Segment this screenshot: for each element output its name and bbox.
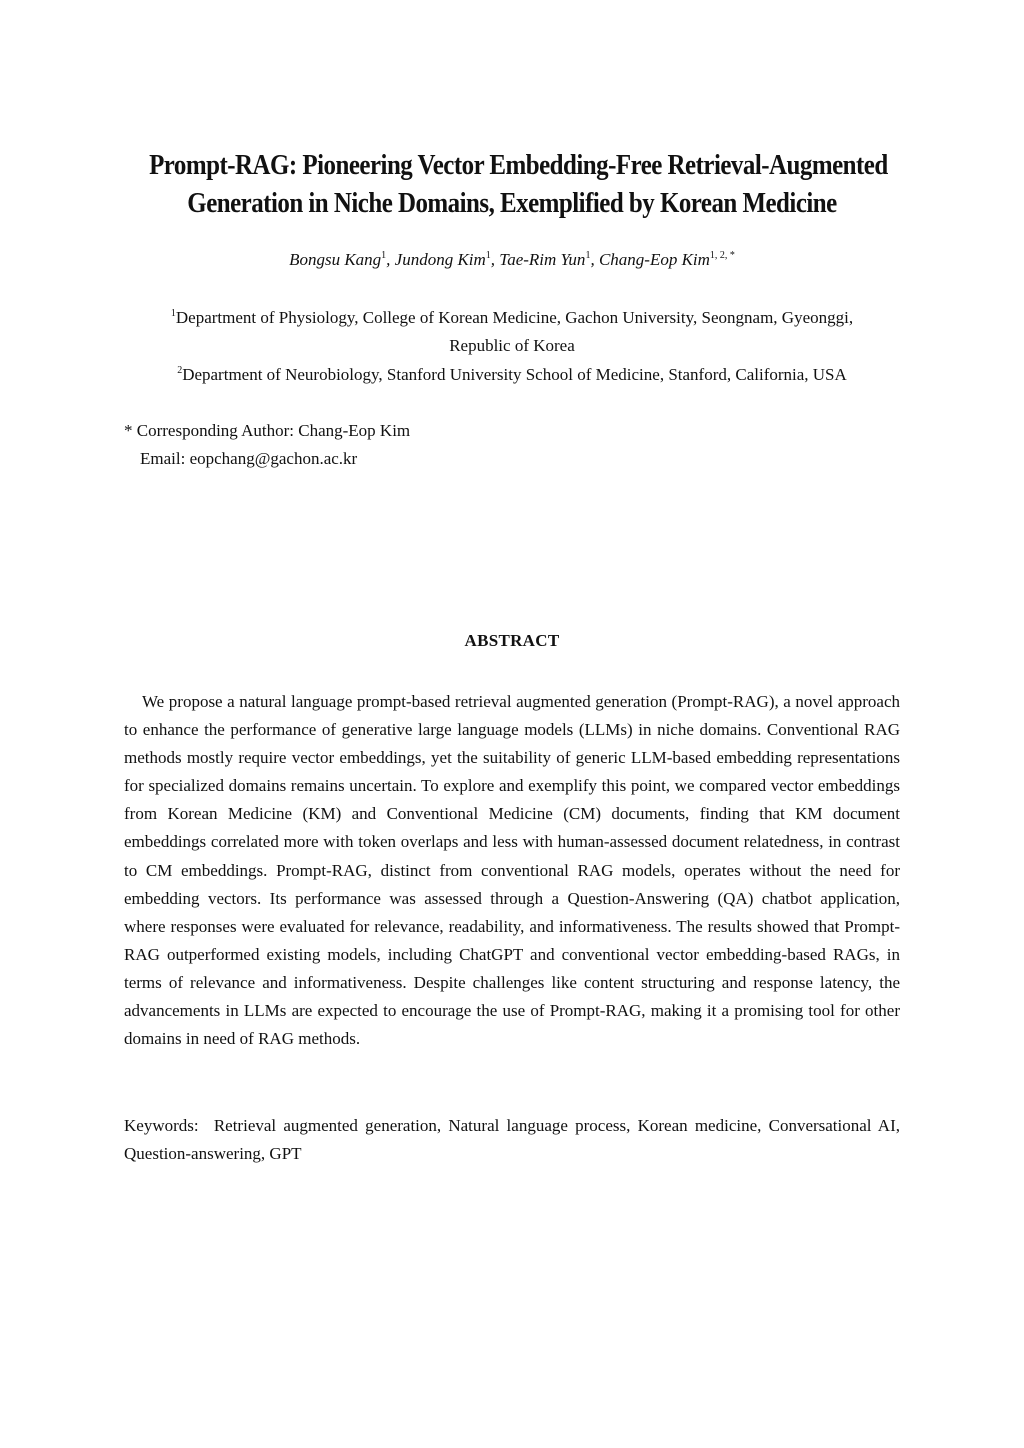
abstract-text: We propose a natural language prompt-based retrieval augmented generation (Prompt-RAG), a novel approach to enhance the performance of generative large language models (LLMs) in niche domains. Conventional RAG methods mostly require vector embeddings, yet the suitability of generic LLM-based embedding representations for specialized domains remains uncertain. To explore and exemplify this point, we compared vector embeddings from Korean Medicine (KM) and Conventional Medicine (CM) documents, finding that KM document embeddings correlated more with token overlaps and less with human-assessed document relatedness, in contrast to CM embeddings. Prompt-RAG, distinct from conventional RAG models, operates without the need for embedding vectors. Its performance was assessed through a Question-Answering (QA) chatbot application, where responses were evaluated for relevance, readability, and informativeness. The results showed that Prompt-RAG outperformed existing models, including ChatGPT and conventional vector embedding-based RAGs, in terms of relevance and informativeness. Despite challenges like content structuring and response latency, the advancements in LLMs are expected to encourage the use of Prompt-RAG, making it a promising tool for other domains in need of RAG methods. <box>124 692 900 1049</box>
abstract-heading: ABSTRACT <box>464 631 560 650</box>
author-separator: , <box>590 250 599 269</box>
title-line-1: Prompt-RAG: Pioneering Vector Embedding-Free Retrieval-Augmented <box>149 149 888 181</box>
affiliation-2 <box>100 361 924 389</box>
author-affiliation-mark: 1 <box>381 250 387 261</box>
title-line-2: Generation in Niche Domains, Exemplified by Korean Medicine <box>187 187 837 219</box>
affiliation-1-continued: Republic of Korea <box>449 336 575 355</box>
affiliation-text: Department of Neurobiology, Stanford University School of Medicine, Stanford, California, USA <box>182 365 847 384</box>
author-name: Bongsu Kang <box>289 250 382 269</box>
author-name: Jundong Kim <box>394 250 486 269</box>
affiliation-1 <box>100 304 924 332</box>
affiliation-mark: 2 <box>177 365 183 376</box>
keywords-label: Keywords: <box>124 1116 199 1135</box>
author-name: Tae-Rim Yun <box>499 250 586 269</box>
affiliation-text: Department of Physiology, College of Korean Medicine, Gachon University, Seongnam, Gyeonggi, <box>175 308 854 327</box>
corresponding-author: * Corresponding Author: Chang-Eop Kim <box>124 421 411 440</box>
author-name: Chang-Eop Kim <box>598 250 710 269</box>
corresponding-email: Email: eopchang@gachon.ac.kr <box>140 449 358 468</box>
author-affiliation-mark: 1 <box>485 250 491 261</box>
author-separator: , <box>490 250 500 269</box>
author-separator: , <box>386 250 395 269</box>
keywords-text: Retrieval augmented generation, Natural language process, Korean medicine, Conversational AI, Question-answering, GPT <box>124 1116 900 1164</box>
author-affiliation-mark: 1, 2, * <box>709 250 735 261</box>
author-list <box>0 249 1024 271</box>
affiliation-mark: 1 <box>170 308 176 319</box>
keywords <box>124 1112 900 1168</box>
paper-title <box>149 146 888 222</box>
author-affiliation-mark: 1 <box>585 250 591 261</box>
